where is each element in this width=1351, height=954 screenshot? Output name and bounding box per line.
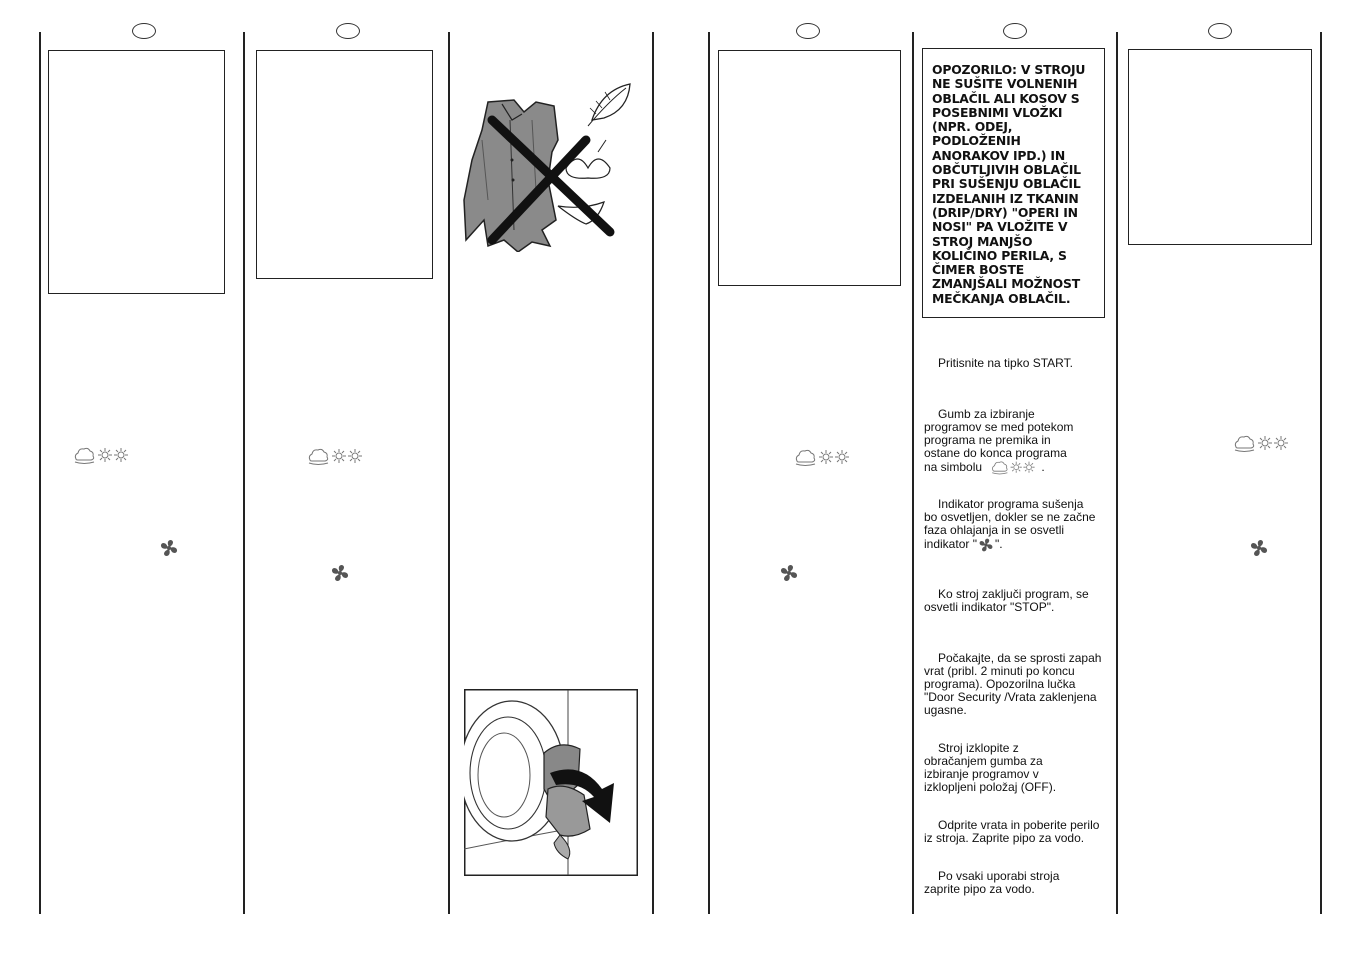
instruction-text: Pritisnite na tipko START. bbox=[938, 356, 1073, 370]
oval-marker-icon bbox=[336, 23, 360, 39]
fan-icon bbox=[1249, 538, 1269, 558]
instruction-stop bbox=[924, 588, 1106, 614]
empty-text-box bbox=[1128, 49, 1312, 245]
column-divider bbox=[243, 32, 245, 914]
column-divider bbox=[1320, 32, 1322, 914]
instruction-unload bbox=[924, 819, 1106, 845]
cloud-sun-sun-icon bbox=[307, 447, 363, 467]
instruction-indicator bbox=[924, 498, 1098, 553]
empty-text-box bbox=[718, 50, 901, 286]
instruction-text: Po vsaki uporabi stroja zaprite pipo za vodo. bbox=[924, 869, 1060, 896]
instruction-text: Gumb za izbiranje programov se med potekom programa ne premika in ostane do konca programa na simbolu bbox=[924, 407, 1074, 475]
cloud-sun-sun-icon bbox=[794, 448, 850, 468]
instruction-text: Indikator programa sušenja bo osvetljen, dokler se ne začne faza ohlajanja in se osvetli indikator " bbox=[924, 497, 1096, 552]
warning-notice: OPOZORILO: V STROJU NE SUŠITE VOLNENIH OBLAČIL ALI KOSOV S POSEBNIMI VLOŽKI (NPR. ODEJ, PODLOŽENIH ANORAKOV IPD.) IN OBČUTLJIVIH OBLAČIL PRI SUŠENJU OBLAČIL IZDELANIH IZ TKANIN (DRIP/DRY) "OPERI IN NOSI" PA VLOŽITE V STROJ MANJŠO KOLIČINO PERILA, S ČIMER BOSTE ZMANJŠALI MOŽNOST MEČKANJA OBLAČIL. bbox=[922, 48, 1105, 318]
oval-marker-icon bbox=[132, 23, 156, 39]
oval-marker-icon bbox=[1208, 23, 1232, 39]
fan-icon bbox=[330, 563, 350, 583]
instruction-text: Odprite vrata in poberite perilo iz stroja. Zaprite pipo za vodo. bbox=[924, 818, 1100, 845]
empty-text-box bbox=[48, 50, 225, 294]
cloud-sun-sun-icon bbox=[985, 460, 1041, 476]
fan-icon bbox=[159, 538, 179, 558]
instruction-selector bbox=[924, 408, 1074, 476]
fan-icon bbox=[779, 563, 799, 583]
cloud-sun-sun-icon bbox=[73, 446, 129, 466]
oval-marker-icon bbox=[796, 23, 820, 39]
no-delicates-illustration bbox=[462, 80, 638, 252]
instruction-text: Počakajte, da se sprosti zapah vrat (pribl. 2 minuti po koncu programa). Opozorilna lučka "Door Security /Vrata zaklenjena ugasne. bbox=[924, 651, 1102, 717]
fan-icon bbox=[977, 537, 995, 553]
instruction-text: Stroj izklopite z obračanjem gumba za izbiranje programov v izklopljeni položaj (OFF). bbox=[924, 741, 1057, 794]
column-divider bbox=[448, 32, 450, 914]
instruction-text: Ko stroj zaključi program, se osvetli indikator "STOP". bbox=[924, 587, 1089, 614]
instruction-text: ". bbox=[994, 537, 1003, 552]
column-divider bbox=[39, 32, 41, 914]
instruction-start bbox=[924, 357, 1106, 370]
cloud-sun-sun-icon bbox=[1233, 434, 1289, 454]
column-divider bbox=[912, 32, 914, 914]
instruction-off bbox=[924, 742, 1074, 794]
instruction-text: . bbox=[1041, 460, 1045, 475]
empty-text-box bbox=[256, 50, 433, 279]
instruction-tap bbox=[924, 870, 1084, 896]
column-divider bbox=[652, 32, 654, 914]
column-divider bbox=[708, 32, 710, 914]
instruction-door-lock bbox=[924, 652, 1104, 717]
oval-marker-icon bbox=[1003, 23, 1027, 39]
column-divider bbox=[1116, 32, 1118, 914]
open-door-illustration bbox=[464, 689, 638, 876]
